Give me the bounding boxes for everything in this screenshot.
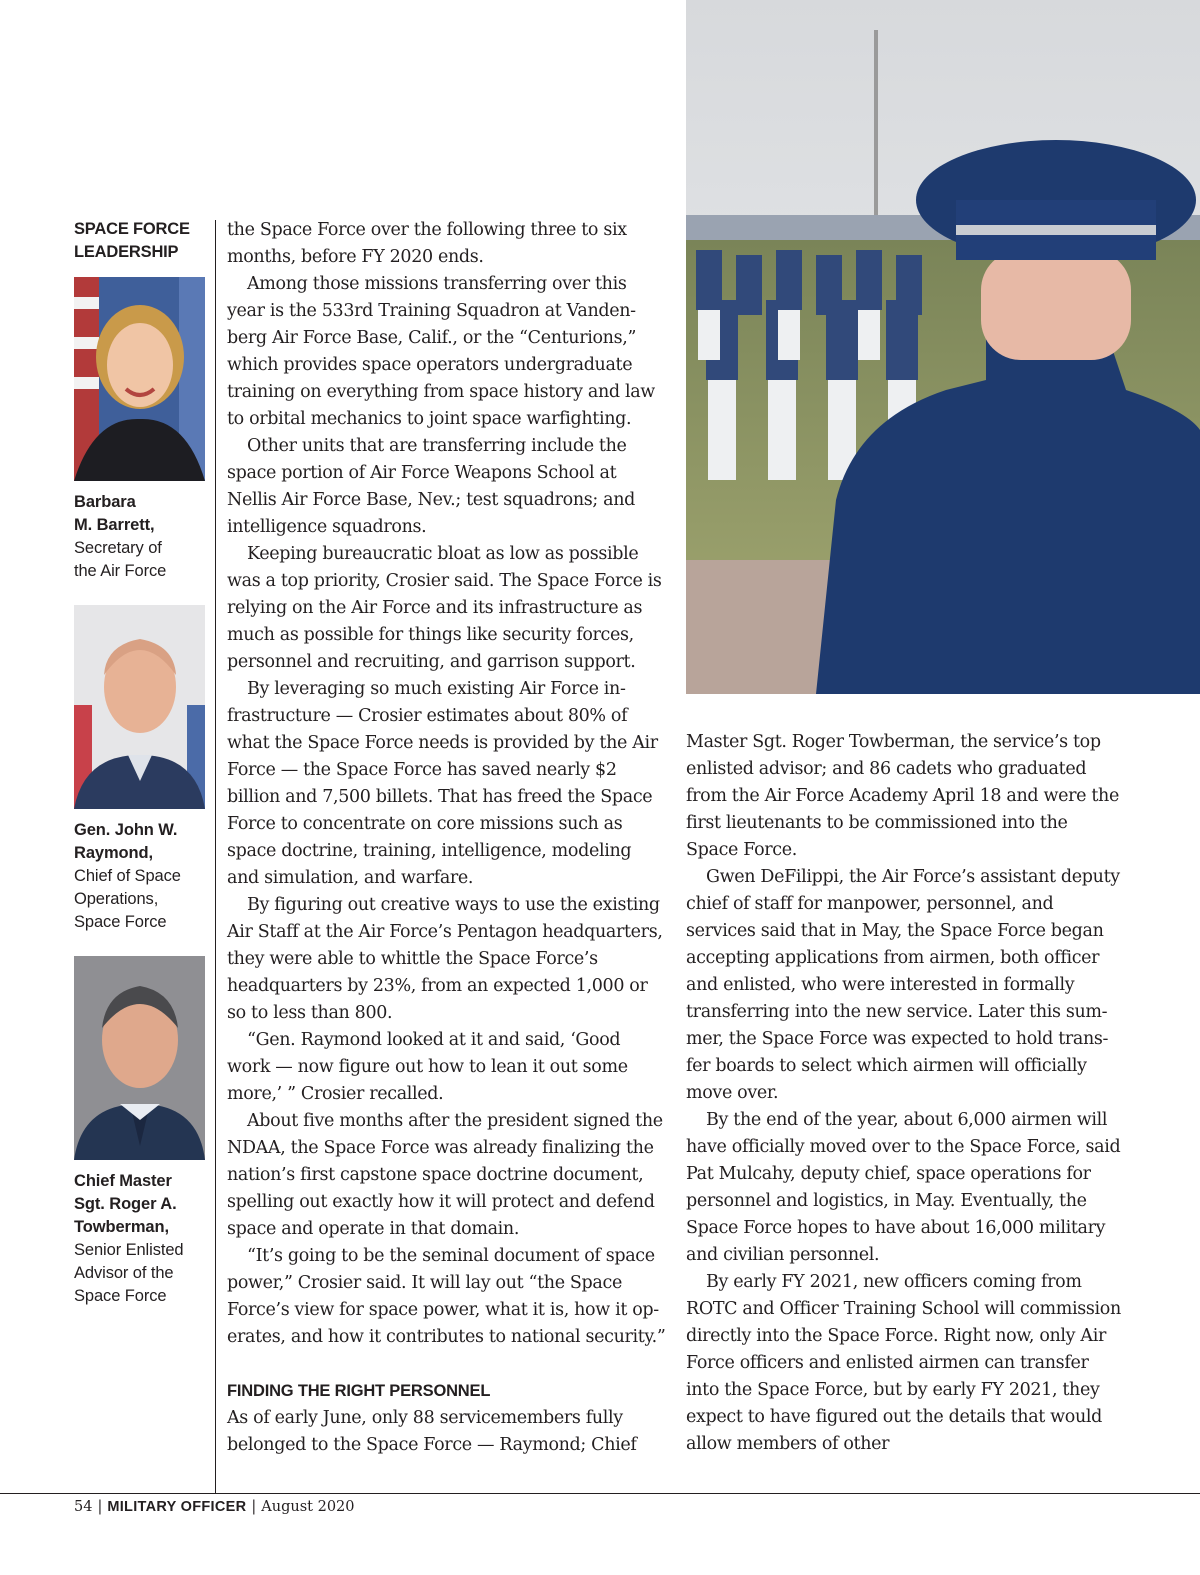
article-column-2 xyxy=(686,729,1121,1458)
paragraph: Other units that are transferring include the space portion of Air Force Weapons School at Nellis Air Force Base, Nev.; test squadrons; and intelligence squadrons. xyxy=(227,436,636,537)
paragraph: About five months after the president signed the NDAA, the Space Force was already finalizing the nation’s first capstone space doctrine document, spelling out exactly how it will protect and defend space and operate in that domain. xyxy=(227,1111,663,1239)
portrait-barrett xyxy=(74,277,205,481)
caption-raymond: Gen. John W. Raymond, Chief of Space Operations, Space Force xyxy=(74,821,181,931)
sidebar-heading: SPACE FORCE LEADERSHIP xyxy=(74,220,190,261)
page-footer: 54 | MILITARY OFFICER | August 2020 xyxy=(74,1499,355,1515)
publication-name: MILITARY OFFICER xyxy=(107,1499,247,1515)
footer-rule xyxy=(0,1493,1200,1494)
paragraph: By figuring out creative ways to use the existing Air Staff at the Air Force’s Pentagon headquarters, they were able to whittle the Space Force’s headquarters by 23%, from an expected 1,000 or so to less than 800. xyxy=(227,895,663,1023)
column-divider xyxy=(215,220,216,1493)
ceremony-photo xyxy=(686,0,1200,694)
paragraph: Keeping bureaucratic bloat as low as possible was a top priority, Crosier said. The Space Force is relying on the Air Force and its infrastructure as much as possible for things like security forces, personnel and recruiting, and garrison support. xyxy=(227,544,662,672)
paragraph: “It’s going to be the seminal document of space power,” Crosier said. It will lay out “the Space Force’s view for space power, what it is, how it operates, and how it contributes to national security.” xyxy=(227,1246,666,1347)
paragraph: Among those missions transferring over this year is the 533rd Training Squadron at Vandenberg Air Force Base, Calif., or the “Centurions,” which provides space operators undergraduate training on everything from space history and law to orbital mechanics to joint space warfighting. xyxy=(227,274,655,429)
article-column-1 xyxy=(227,217,667,1459)
paragraph: By early FY 2021, new officers coming from ROTC and Officer Training School will commission directly into the Space Force. Right now, only Air Force officers and enlisted airmen can transfer into the Space Force, but by early FY 2021, they expect to have figured out the details that would allow members of other xyxy=(686,1272,1121,1454)
paragraph: Master Sgt. Roger Towberman, the service’s top enlisted advisor; and 86 cadets who graduated from the Air Force Academy April 18 and were the first lieutenants to be commissioned into the Space Force. xyxy=(686,732,1119,860)
page-number: 54 xyxy=(74,1499,93,1515)
sidebar-leadership xyxy=(74,218,210,1330)
caption-barrett: Barbara M. Barrett, Secretary of the Air Force xyxy=(74,493,167,580)
paragraph: the Space Force over the following three to six months, before FY 2020 ends. xyxy=(227,220,627,267)
portrait-raymond xyxy=(74,605,205,809)
issue-date: August 2020 xyxy=(261,1499,355,1515)
portrait-towberman xyxy=(74,956,205,1160)
caption-towberman: Chief Master Sgt. Roger A. Towberman, Senior Enlisted Advisor of the Space Force xyxy=(74,1172,184,1305)
paragraph: “Gen. Raymond looked at it and said, ‘Good work — now figure out how to lean it out some more,’ ” Crosier recalled. xyxy=(227,1030,628,1104)
paragraph: By the end of the year, about 6,000 airmen will have officially moved over to the Space Force, said Pat Mulcahy, deputy chief, space operations for personnel and logistics, in May. Eventually, the Space Force hopes to have about 16,000 military and civilian personnel. xyxy=(686,1110,1121,1265)
paragraph: By leveraging so much existing Air Force infrastructure — Crosier estimates about 80% of what the Space Force needs is provided by the Air Force — the Space Force has saved nearly $2 billion and 7,500 billets. That has freed the Space Force to concentrate on core missions such as space doctrine, training, intelligence, modeling and simulation, and warfare. xyxy=(227,679,658,888)
section-subhead: FINDING THE RIGHT PERSONNEL xyxy=(227,1382,491,1400)
paragraph: Gwen DeFilippi, the Air Force’s assistant deputy chief of staff for manpower, personnel, and services said that in May, the Space Force began accepting applications from airmen, both officer and enlisted, who were interested in formally transferring into the new service. Later this summer, the Space Force was expected to hold transfer boards to select which airmen will officially move over. xyxy=(686,867,1120,1103)
paragraph: As of early June, only 88 servicemembers fully belonged to the Space Force — Raymond; Chief xyxy=(227,1408,637,1455)
